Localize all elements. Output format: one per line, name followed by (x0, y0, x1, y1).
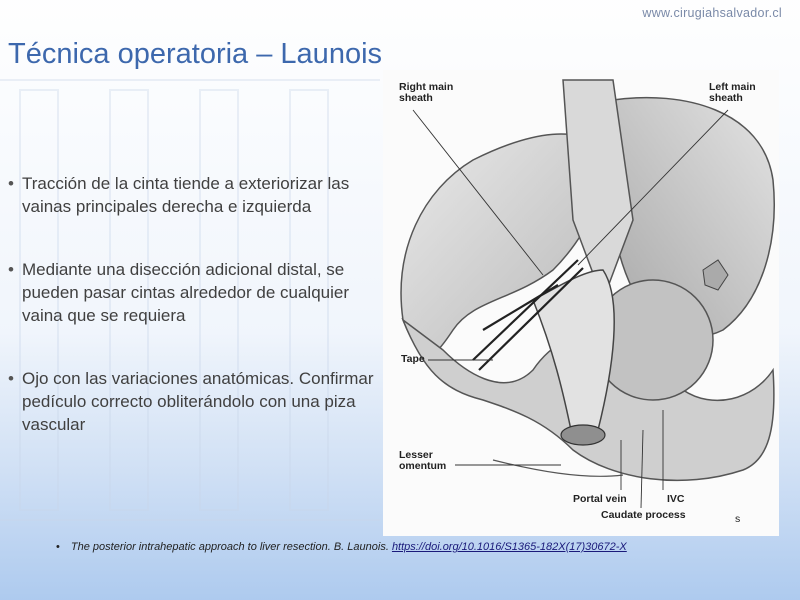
bullet-dot: • (8, 174, 14, 193)
bullet-item (4, 367, 376, 436)
bullet-text: Ojo con las variaciones anatómicas. Confirmar pedículo correcto obliterándolo con una piza vascular (22, 369, 374, 434)
bullet-dot: • (8, 369, 14, 388)
slide-title: Técnica operatoria – Launois (8, 38, 383, 70)
citation-text: The posterior intrahepatic approach to liver resection. B. Launois. (70, 541, 389, 553)
label-right-main-sheath: Right main sheath (399, 81, 454, 104)
bullet-item (4, 172, 376, 218)
citation (56, 541, 627, 553)
label-left-main-sheath: Left main sheath (709, 81, 756, 104)
citation-bullet: • (56, 541, 60, 553)
anatomy-figure (383, 70, 779, 536)
pedicle-cut (561, 425, 605, 445)
bullet-text: Tracción de la cinta tiende a exteriorizar las vainas principales derecha e izquierda (22, 174, 350, 216)
label-caudate-process: Caudate process (601, 509, 686, 521)
label-ivc: IVC (667, 493, 685, 505)
label-tape: Tape (401, 353, 425, 365)
bullet-dot: • (8, 260, 14, 279)
label-s-mark: s (735, 513, 741, 525)
label-lesser-omentum: Lesser omentum (399, 449, 447, 472)
bullet-text: Mediante una disección adicional distal, se pueden pasar cintas alrededor de cualquier vaina que se requiera (22, 260, 350, 325)
label-portal-vein: Portal vein (573, 493, 627, 505)
bullet-list (4, 172, 376, 436)
bullet-item (4, 258, 376, 327)
citation-link[interactable]: https://doi.org/10.1016/S1365-182X(17)30672-X (391, 541, 627, 553)
site-url: www.cirugiahsalvador.cl (642, 6, 782, 20)
